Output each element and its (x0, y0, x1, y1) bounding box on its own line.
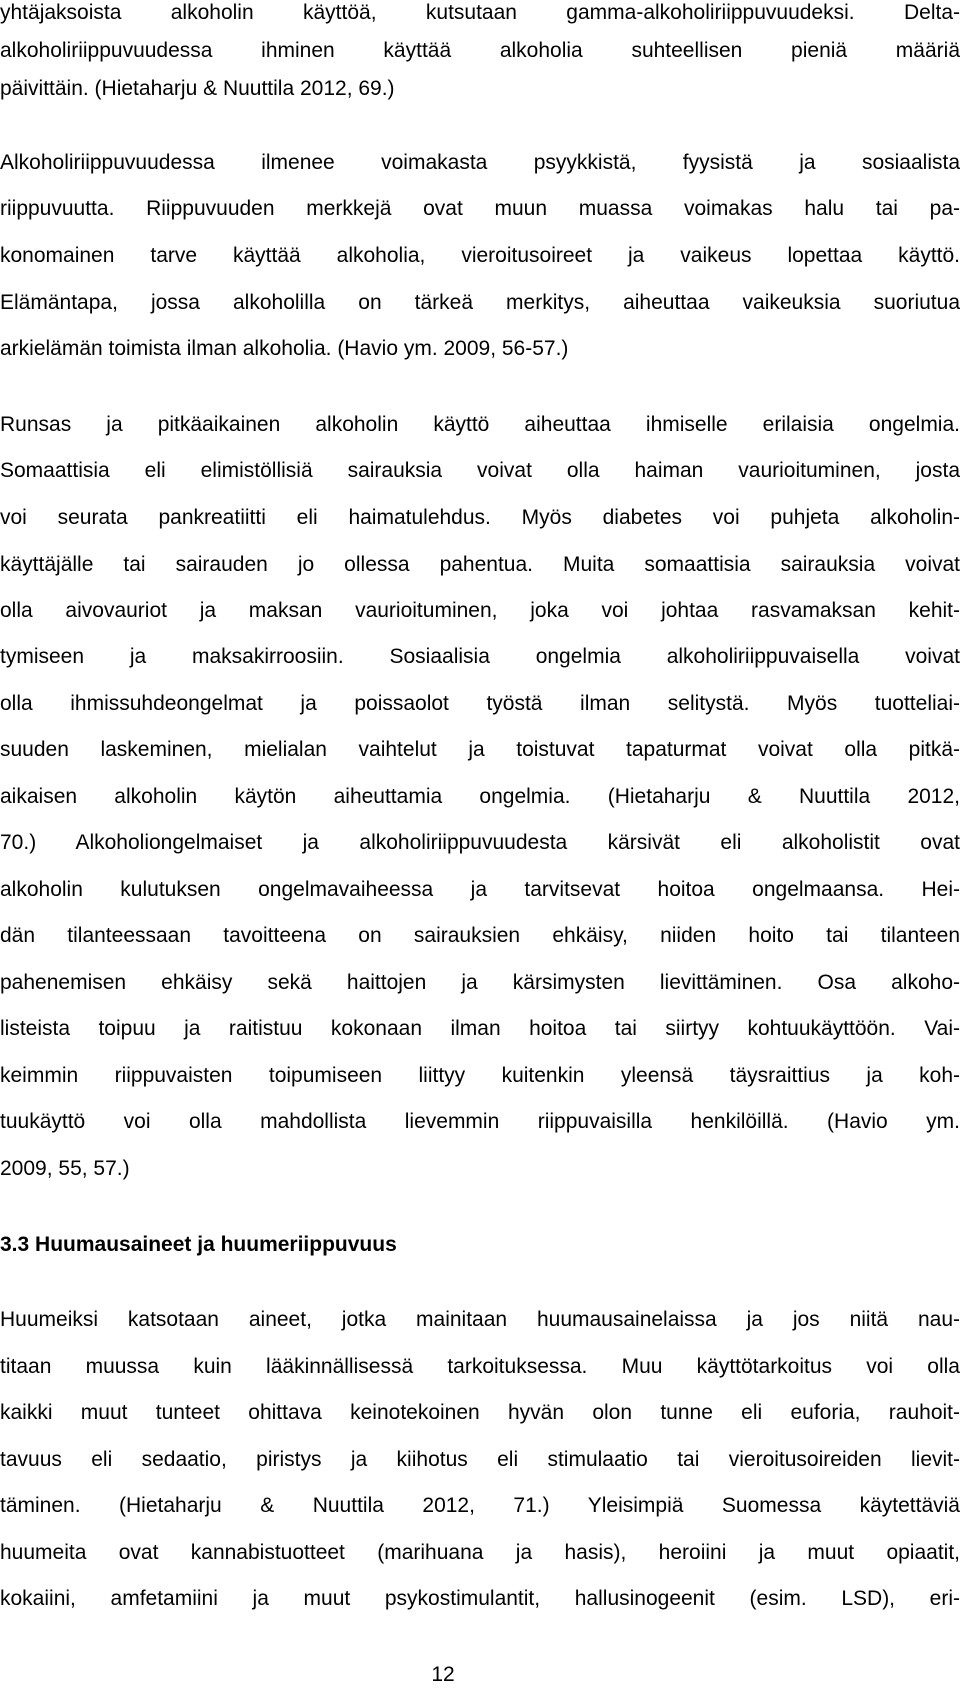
text-line: tavuus eli sedaatio, piristys ja kiihotus eli stimulaatio tai vieroitusoireiden lievit- (0, 1448, 960, 1471)
text-line: 2009, 55, 57.) (0, 1157, 130, 1180)
text-line: riippuvuutta. Riippuvuuden merkkejä ovat muun muassa voimakas halu tai pa- (0, 197, 960, 220)
text-line: kokaiini, amfetamiini ja muut psykostimulantit, hallusinogeenit (esim. LSD), eri- (0, 1587, 960, 1610)
text-line: Alkoholiriippuvuudessa ilmenee voimakasta psyykkistä, fyysistä ja sosiaalista (0, 151, 960, 174)
text-line: olla aivovauriot ja maksan vaurioituminen, joka voi johtaa rasvamaksan kehit- (0, 599, 960, 622)
text-line: päivittäin. (Hietaharju & Nuuttila 2012, 69.) (0, 77, 395, 100)
text-line: Elämäntapa, jossa alkoholilla on tärkeä merkitys, aiheuttaa vaikeuksia suoriutua (0, 291, 960, 314)
text-line: täminen. (Hietaharju & Nuuttila 2012, 71.) Yleisimpiä Suomessa käytettäviä (0, 1494, 960, 1517)
text-line: listeista toipuu ja raitistuu kokonaan ilman hoitoa tai siirtyy kohtuukäyttöön. Vai- (0, 1017, 960, 1040)
text-line: kaikki muut tunteet ohittava keinotekoinen hyvän olon tunne eli euforia, rauhoit- (0, 1401, 960, 1424)
text-line: olla ihmissuhdeongelmat ja poissaolot työstä ilman selitystä. Myös tuotteliai- (0, 692, 960, 715)
section-heading: 3.3 Huumausaineet ja huumeriippuvuus (0, 1233, 397, 1256)
text-line: voi seurata pankreatiitti eli haimatulehdus. Myös diabetes voi puhjeta alkoholin- (0, 506, 960, 529)
text-line: alkoholiriippuvuudessa ihminen käyttää alkoholia suhteellisen pieniä määriä (0, 39, 960, 62)
text-line: käyttäjälle tai sairauden jo ollessa pahentua. Muita somaattisia sairauksia voivat (0, 553, 960, 576)
text-line: Runsas ja pitkäaikainen alkoholin käyttö aiheuttaa ihmiselle erilaisia ongelmia. (0, 413, 960, 436)
text-line: tuukäyttö voi olla mahdollista lievemmin riippuvaisilla henkilöillä. (Havio ym. (0, 1110, 960, 1133)
text-line: dän tilanteessaan tavoitteena on sairauksien ehkäisy, niiden hoito tai tilanteen (0, 924, 960, 947)
text-line: tymiseen ja maksakirroosiin. Sosiaalisia ongelmia alkoholiriippuvaisella voivat (0, 645, 960, 668)
page-number: 12 (431, 1663, 455, 1686)
text-line: suuden laskeminen, mielialan vaihtelut ja toistuvat tapaturmat voivat olla pitkä- (0, 738, 960, 761)
text-line: 70.) Alkoholiongelmaiset ja alkoholiriippuvuudesta kärsivät eli alkoholistit ovat (0, 831, 960, 854)
text-line: konomainen tarve käyttää alkoholia, vieroitusoireet ja vaikeus lopettaa käyttö. (0, 244, 960, 267)
text-line: yhtäjaksoista alkoholin käyttöä, kutsutaan gamma-alkoholiriippuvuudeksi. Delta- (0, 1, 960, 24)
text-line: keimmin riippuvaisten toipumiseen liittyy kuitenkin yleensä täysraittius ja koh- (0, 1064, 960, 1087)
text-line: Somaattisia eli elimistöllisiä sairauksia voivat olla haiman vaurioituminen, josta (0, 459, 960, 482)
text-line: Huumeiksi katsotaan aineet, jotka mainitaan huumausainelaissa ja jos niitä nau- (0, 1308, 960, 1331)
text-line: arkielämän toimista ilman alkoholia. (Havio ym. 2009, 56-57.) (0, 337, 569, 360)
text-line: alkoholin kulutuksen ongelmavaiheessa ja tarvitsevat hoitoa ongelmaansa. Hei- (0, 878, 960, 901)
text-line: huumeita ovat kannabistuotteet (marihuana ja hasis), heroiini ja muut opiaatit, (0, 1541, 960, 1564)
text-line: aikaisen alkoholin käytön aiheuttamia ongelmia. (Hietaharju & Nuuttila 2012, (0, 785, 960, 808)
text-line: titaan muussa kuin lääkinnällisessä tarkoituksessa. Muu käyttötarkoitus voi olla (0, 1355, 960, 1378)
text-line: pahenemisen ehkäisy sekä haittojen ja kärsimysten lievittäminen. Osa alkoho- (0, 971, 960, 994)
